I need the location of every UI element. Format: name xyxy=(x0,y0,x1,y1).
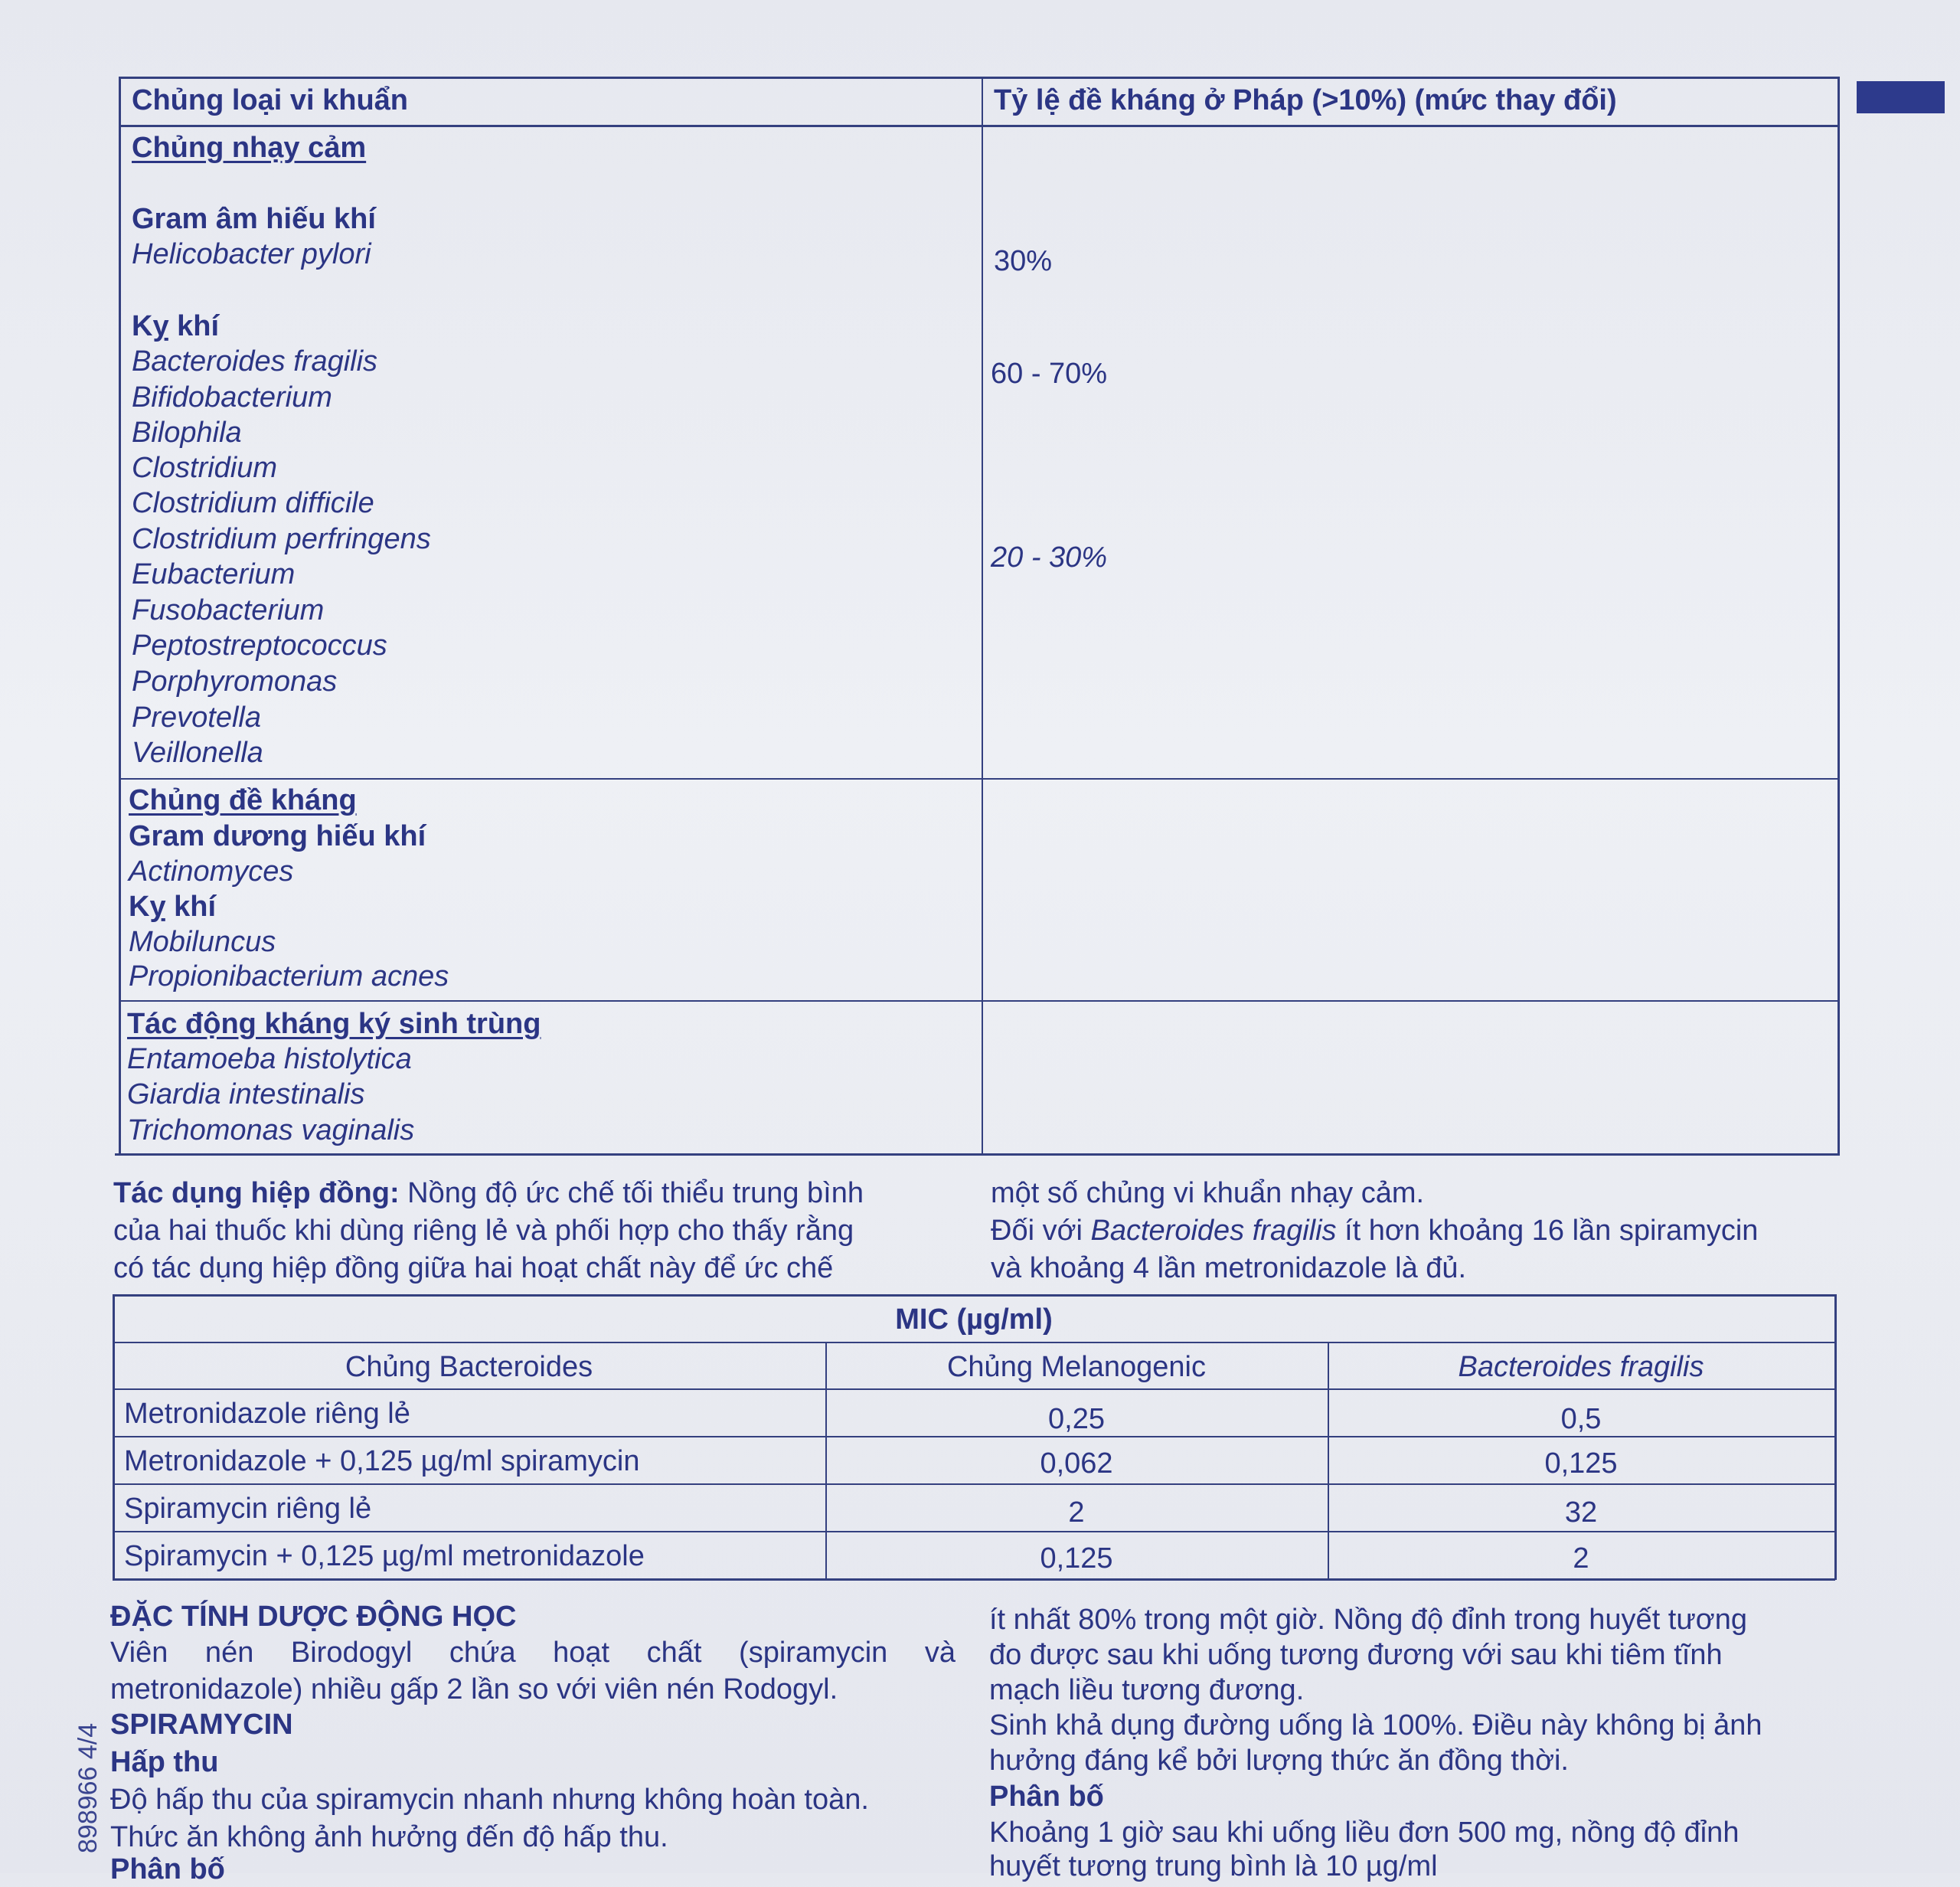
table-border-right xyxy=(1838,77,1840,1155)
section-tab-marker xyxy=(1857,81,1945,113)
mic-value: 0,125 xyxy=(1040,1542,1113,1575)
table-divider xyxy=(113,1483,1835,1485)
text-span: Nồng độ ức chế tối thiểu trung bình xyxy=(399,1177,864,1209)
species-name: Clostridium perfringens xyxy=(132,523,431,555)
subheading: SPIRAMYCIN xyxy=(110,1709,293,1741)
species-name: Actinomyces xyxy=(129,855,294,888)
mic-value: 0,25 xyxy=(1048,1403,1105,1435)
antiparasitic-title: Tác động kháng ký sinh trùng xyxy=(127,1008,541,1040)
row-label: Metronidazole + 0,125 µg/ml spiramycin xyxy=(124,1445,640,1477)
column-header: Chủng Melanogenic xyxy=(946,1351,1206,1383)
resistant-anaerobes-title: Kỵ khí xyxy=(129,891,217,923)
resistance-rate: 20 - 30% xyxy=(991,541,1108,574)
mic-value: 2 xyxy=(1068,1496,1085,1529)
header-resistance-rate: Tỷ lệ đề kháng ở Pháp (>10%) (mức thay đổi) xyxy=(994,84,1617,116)
resistance-rate: 30% xyxy=(994,245,1053,277)
species-name: Eubacterium xyxy=(132,558,296,590)
species-name: Fusobacterium xyxy=(132,594,325,626)
text-span: ít hơn khoảng 16 lần spiramycin xyxy=(1336,1215,1759,1247)
table-divider xyxy=(119,778,1840,780)
table-border-left xyxy=(119,77,121,1155)
table-divider xyxy=(113,1531,1835,1532)
row-label: Spiramycin + 0,125 µg/ml metronidazole xyxy=(124,1540,645,1572)
text-line: có tác dụng hiệp đồng giữa hai hoạt chất này để ức chế xyxy=(113,1252,834,1284)
text-line: Sinh khả dụng đường uống là 100%. Điều này không bị ảnh xyxy=(989,1709,1762,1741)
mic-value: 2 xyxy=(1573,1542,1589,1575)
text-line: huyết tương trung bình là 10 µg/ml xyxy=(989,1850,1438,1882)
species-name: Bacteroides fragilis xyxy=(1090,1215,1337,1247)
gram-negative-title: Gram âm hiếu khí xyxy=(132,203,376,235)
species-name: Trichomonas vaginalis xyxy=(127,1114,415,1146)
species-name: Mobiluncus xyxy=(129,926,276,958)
row-label: Spiramycin riêng lẻ xyxy=(124,1493,372,1525)
mic-title: MIC (µg/ml) xyxy=(895,1303,1053,1336)
text-line: Viên nén Birodogyl chứa hoạt chất (spiramycin và xyxy=(110,1637,956,1669)
species-name: Peptostreptococcus xyxy=(132,630,387,662)
table-divider xyxy=(113,1342,1835,1343)
text-line: mạch liều tương đương. xyxy=(989,1674,1305,1706)
table-divider xyxy=(113,1388,1835,1390)
synergy-label: Tác dụng hiệp đồng: xyxy=(113,1177,400,1209)
species-name: Entamoeba histolytica xyxy=(127,1043,412,1075)
mic-value: 0,5 xyxy=(1560,1403,1602,1435)
text-line: Độ hấp thu của spiramycin nhanh nhưng không hoàn toàn. xyxy=(110,1784,869,1816)
text-line: Thức ăn không ảnh hưởng đến độ hấp thu. xyxy=(110,1821,668,1853)
mic-value: 0,125 xyxy=(1544,1447,1618,1480)
subheading: Hấp thu xyxy=(110,1746,219,1778)
resistant-strains-title: Chủng đề kháng xyxy=(129,784,357,816)
table-border-top xyxy=(113,1294,1835,1297)
side-print-code: 898966 4/4 xyxy=(74,1722,103,1853)
row-label: Metronidazole riêng lẻ xyxy=(124,1398,410,1430)
text-line: và khoảng 4 lần metronidazole là đủ. xyxy=(991,1252,1467,1284)
table-column-divider xyxy=(982,77,983,1155)
table-border-top xyxy=(119,77,1840,79)
subheading: Phân bố xyxy=(110,1853,225,1885)
table-border-bottom xyxy=(115,1153,1840,1156)
anaerobes-title: Kỵ khí xyxy=(132,310,220,342)
gram-positive-title: Gram dương hiếu khí xyxy=(129,820,426,852)
header-bacteria-type: Chủng loại vi khuẩn xyxy=(132,84,409,116)
species-name: Porphyromonas xyxy=(132,666,338,698)
species-name: Veillonella xyxy=(132,737,263,769)
species-name: Giardia intestinalis xyxy=(127,1078,365,1110)
mic-value: 32 xyxy=(1564,1496,1598,1529)
sensitive-strains-title: Chủng nhạy cảm xyxy=(132,132,367,164)
text-line: ít nhất 80% trong một giờ. Nồng độ đỉnh trong huyết tương xyxy=(989,1604,1747,1636)
text-line xyxy=(991,1213,1758,1248)
table-divider xyxy=(119,1000,1840,1002)
species-name: Bilophila xyxy=(132,417,242,449)
table-border-bottom xyxy=(113,1578,1835,1581)
column-header: Chủng Bacteroides xyxy=(345,1351,593,1383)
species-name: Clostridium xyxy=(132,452,278,484)
species-name: Bacteroides fragilis xyxy=(132,345,378,378)
resistance-rate: 60 - 70% xyxy=(991,358,1108,390)
text-line: một số chủng vi khuẩn nhạy cảm. xyxy=(991,1177,1425,1209)
section-heading: ĐẶC TÍNH DƯỢC ĐỘNG HỌC xyxy=(110,1601,517,1633)
column-header: Bacteroides fragilis xyxy=(1458,1351,1704,1383)
species-name: Clostridium difficile xyxy=(132,487,374,519)
species-name: Helicobacter pylori xyxy=(132,238,371,270)
text-line xyxy=(113,1176,864,1211)
text-line: Khoảng 1 giờ sau khi uống liều đơn 500 mg, nồng độ đỉnh xyxy=(989,1817,1740,1849)
text-line: đo được sau khi uống tương đương với sau khi tiêm tĩnh xyxy=(989,1639,1723,1671)
table-header-divider xyxy=(119,125,1840,127)
text-line: metronidazole) nhiều gấp 2 lần so với viên nén Rodogyl. xyxy=(110,1673,838,1705)
text-span: Đối với xyxy=(991,1215,1091,1247)
subheading: Phân bố xyxy=(989,1781,1104,1813)
text-line: hưởng đáng kể bởi lượng thức ăn đồng thời. xyxy=(989,1745,1569,1777)
species-name: Bifidobacterium xyxy=(132,381,332,414)
species-name: Propionibacterium acnes xyxy=(129,960,449,993)
mic-value: 0,062 xyxy=(1040,1447,1113,1480)
species-name: Prevotella xyxy=(132,701,261,734)
text-line: của hai thuốc khi dùng riêng lẻ và phối hợp cho thấy rằng xyxy=(113,1215,854,1247)
